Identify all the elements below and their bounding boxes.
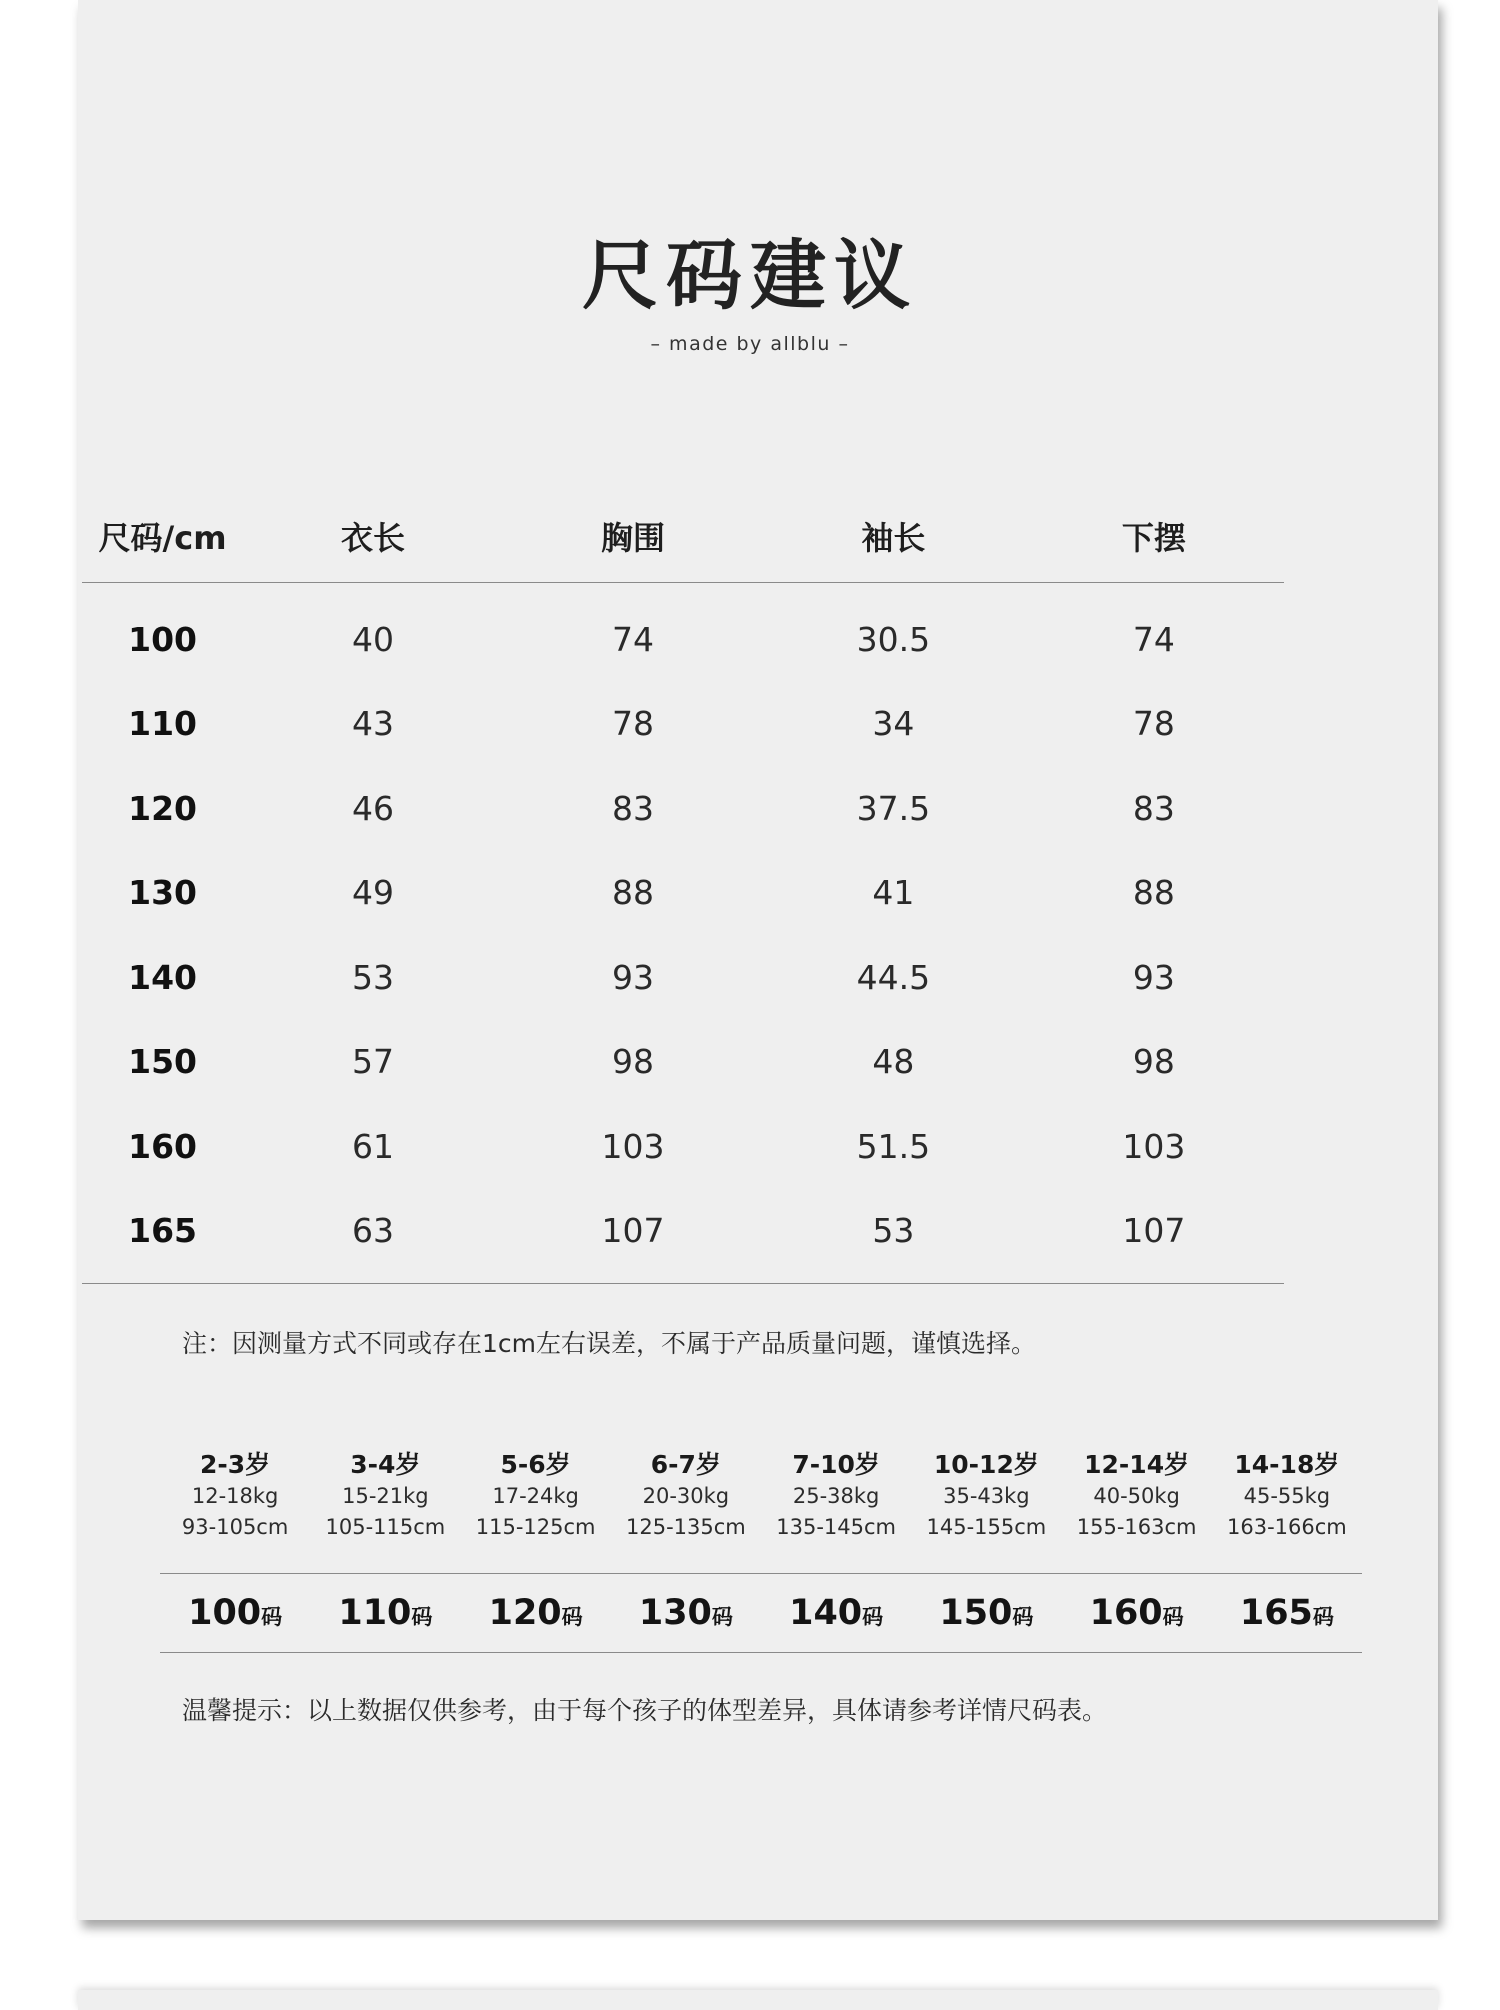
sleeve-cell: 41 xyxy=(872,873,915,913)
height-range: 125-135cm xyxy=(626,1515,746,1539)
chest-cell: 83 xyxy=(611,788,654,828)
table-row xyxy=(82,583,1284,682)
size-code-number: 165 xyxy=(1239,1593,1313,1633)
table-row xyxy=(82,682,1284,767)
size-code xyxy=(911,1593,1061,1633)
sleeve-cell: 53 xyxy=(763,1189,1024,1284)
size-table xyxy=(82,490,1284,1284)
size-code xyxy=(461,1593,611,1633)
weight-range: 17-24kg xyxy=(492,1484,579,1508)
height-range: 155-163cm xyxy=(1076,1515,1197,1539)
chest-cell: 88 xyxy=(611,873,654,913)
size-code-number: 120 xyxy=(488,1593,562,1633)
size-code-row xyxy=(160,1573,1362,1653)
age-guide xyxy=(160,1445,1362,1543)
age-guide-item xyxy=(1062,1445,1212,1543)
column-header-hem: 下摆 xyxy=(1024,490,1284,583)
sleeve-cell: 48 xyxy=(872,1042,915,1082)
length-cell: 43 xyxy=(351,704,394,744)
length-cell: 63 xyxy=(243,1189,503,1284)
size-code xyxy=(1212,1593,1362,1633)
size-code-number: 130 xyxy=(638,1593,712,1633)
column-header-size: 尺码/cm xyxy=(82,490,243,583)
size-code xyxy=(1062,1593,1212,1633)
size-code xyxy=(611,1593,761,1633)
height-range: 135-145cm xyxy=(776,1515,896,1539)
size-code-unit: 码 xyxy=(561,1605,583,1629)
size-cell: 140 xyxy=(128,957,197,997)
sleeve-cell: 44.5 xyxy=(856,957,931,997)
height-range: 163-166cm xyxy=(1227,1515,1347,1539)
size-code-unit: 码 xyxy=(411,1605,433,1629)
size-code xyxy=(761,1593,911,1633)
size-code-unit: 码 xyxy=(862,1605,884,1629)
hem-cell: 74 xyxy=(1132,619,1175,659)
length-cell: 61 xyxy=(351,1126,394,1166)
size-code xyxy=(160,1593,310,1633)
height-range: 115-125cm xyxy=(475,1515,596,1539)
table-row xyxy=(82,851,1284,936)
weight-range: 15-21kg xyxy=(342,1484,429,1508)
age-guide-item xyxy=(160,1445,310,1543)
sleeve-cell: 30.5 xyxy=(856,619,931,659)
size-cell: 100 xyxy=(128,619,197,659)
age-label: 6-7岁 xyxy=(650,1450,721,1479)
sleeve-cell: 51.5 xyxy=(856,1126,931,1166)
size-table-header xyxy=(82,490,1284,583)
age-guide-item xyxy=(310,1445,460,1543)
table-row xyxy=(82,1189,1284,1284)
size-code-number: 140 xyxy=(789,1593,863,1633)
chest-cell: 103 xyxy=(601,1126,665,1166)
size-code-number: 160 xyxy=(1089,1593,1163,1633)
weight-range: 25-38kg xyxy=(792,1484,880,1508)
length-cell: 53 xyxy=(351,957,394,997)
age-label: 3-4岁 xyxy=(350,1450,421,1479)
chest-cell: 98 xyxy=(611,1042,654,1082)
hem-cell: 83 xyxy=(1132,788,1175,828)
next-card-edge xyxy=(78,1990,1438,2010)
size-cell: 150 xyxy=(128,1042,197,1082)
chest-cell: 107 xyxy=(503,1189,763,1284)
table-row xyxy=(82,1104,1284,1189)
size-code-number: 100 xyxy=(188,1593,262,1633)
size-code-unit: 码 xyxy=(1312,1605,1334,1629)
weight-range: 20-30kg xyxy=(642,1484,730,1508)
hem-cell: 78 xyxy=(1132,704,1175,744)
hem-cell: 88 xyxy=(1132,873,1175,913)
column-header-chest: 胸围 xyxy=(503,490,763,583)
size-cell: 110 xyxy=(128,704,197,744)
size-code xyxy=(310,1593,460,1633)
height-range: 105-115cm xyxy=(325,1515,446,1539)
size-code-unit: 码 xyxy=(261,1605,283,1629)
age-label: 12-14岁 xyxy=(1084,1450,1190,1479)
weight-range: 40-50kg xyxy=(1093,1484,1180,1508)
weight-range: 45-55kg xyxy=(1243,1484,1331,1508)
length-cell: 57 xyxy=(351,1042,394,1082)
weight-range: 35-43kg xyxy=(943,1484,1030,1508)
age-guide-item xyxy=(911,1445,1061,1543)
size-cell: 130 xyxy=(128,873,197,913)
age-label: 10-12岁 xyxy=(933,1450,1039,1479)
hem-cell: 98 xyxy=(1132,1042,1175,1082)
length-cell: 40 xyxy=(351,619,394,659)
length-cell: 46 xyxy=(351,788,394,828)
table-row xyxy=(82,1020,1284,1105)
table-row xyxy=(82,766,1284,851)
page-subtitle: – made by allblu – xyxy=(650,333,850,355)
size-cell: 120 xyxy=(128,788,197,828)
table-row xyxy=(82,935,1284,1020)
age-label: 5-6岁 xyxy=(500,1450,571,1479)
size-code-number: 110 xyxy=(338,1593,412,1633)
length-cell: 49 xyxy=(351,873,394,913)
age-label: 7-10岁 xyxy=(792,1450,880,1479)
chest-cell: 78 xyxy=(611,704,654,744)
size-code-unit: 码 xyxy=(711,1605,733,1629)
size-code-number: 150 xyxy=(939,1593,1013,1633)
age-label: 14-18岁 xyxy=(1234,1450,1340,1479)
hem-cell: 103 xyxy=(1122,1126,1186,1166)
size-cell: 160 xyxy=(128,1126,197,1166)
chest-cell: 74 xyxy=(611,619,654,659)
chest-cell: 93 xyxy=(611,957,654,997)
sleeve-cell: 34 xyxy=(872,704,915,744)
hem-cell: 107 xyxy=(1024,1189,1284,1284)
age-guide-item xyxy=(1212,1445,1362,1543)
weight-range: 12-18kg xyxy=(191,1484,279,1508)
size-code-unit: 码 xyxy=(1012,1605,1034,1629)
age-guide-item xyxy=(611,1445,761,1543)
age-label: 2-3岁 xyxy=(200,1450,271,1479)
sleeve-cell: 37.5 xyxy=(856,788,931,828)
age-guide-item xyxy=(761,1445,911,1543)
hem-cell: 93 xyxy=(1132,957,1175,997)
height-range: 93-105cm xyxy=(181,1515,289,1539)
measurement-note: 注：因测量方式不同或存在1cm左右误差，不属于产品质量问题，谨慎选择。 xyxy=(182,1329,1037,1358)
age-guide-item xyxy=(461,1445,611,1543)
page-title: 尺码建议 xyxy=(582,231,918,320)
reference-tip: 温馨提示：以上数据仅供参考，由于每个孩子的体型差异，具体请参考详情尺码表。 xyxy=(182,1696,1108,1725)
size-code-unit: 码 xyxy=(1162,1605,1184,1629)
column-header-sleeve: 袖长 xyxy=(763,490,1024,583)
size-cell: 165 xyxy=(82,1189,243,1284)
column-header-length: 衣长 xyxy=(243,490,503,583)
height-range: 145-155cm xyxy=(926,1515,1047,1539)
